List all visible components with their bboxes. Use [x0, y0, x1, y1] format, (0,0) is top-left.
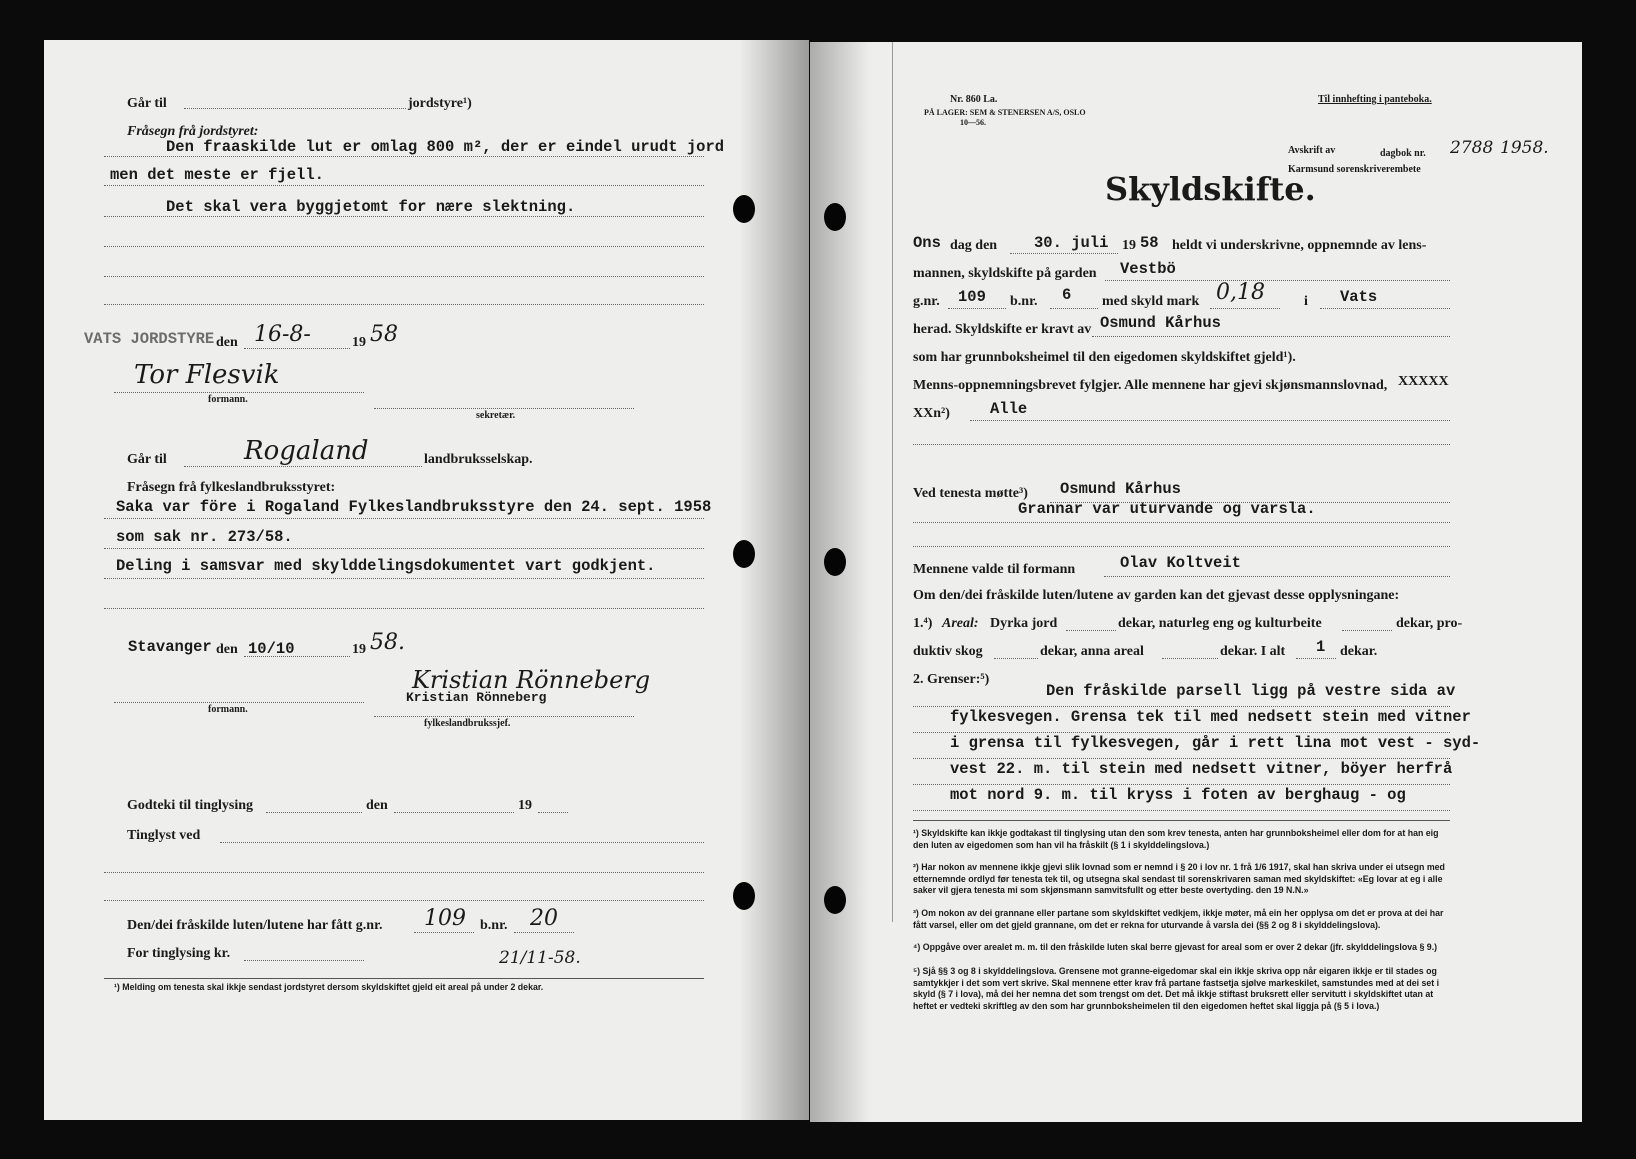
grenser-line-5: mot nord 9. m. til kryss i foten av berghaug - og — [950, 786, 1406, 804]
gaar-til-label-2: Går til — [127, 452, 167, 467]
formann-label-1: formann. — [208, 394, 248, 405]
ved-tenesta-label: Ved tenesta møtte³) — [913, 486, 1028, 501]
year-prefix-1: 19 — [352, 335, 366, 350]
jordstyre-line-2: men det meste er fjell. — [110, 166, 324, 184]
farm-name: Vestbö — [1120, 260, 1176, 278]
hole-punch — [733, 195, 755, 223]
year: 58 — [1140, 234, 1159, 252]
mannen-text: mannen, skyldskifte på garden — [913, 266, 1097, 281]
menns-alle: Alle — [990, 400, 1028, 418]
herad-text: herad. Skyldskifte er kravt av — [913, 322, 1092, 337]
held-text: heldt vi underskrivne, oppnemnde av lens- — [1172, 238, 1427, 253]
jordstyre-line-1: Den fraaskilde lut er omlag 800 m², der er eindel urudt jord — [166, 138, 725, 156]
sekretaer-label: sekretær. — [476, 410, 516, 421]
office-name: Karmsund sorenskriverembete — [1288, 164, 1421, 175]
fraasegn-fylke-label: Fråsegn frå fylkeslandbruksstyret: — [127, 480, 336, 495]
year-1-handwritten: 58 — [370, 322, 398, 347]
areal-label: Areal: — [942, 616, 979, 631]
i-label: i — [1304, 294, 1308, 309]
grenser-line-4: vest 22. m. til stein med nedsett vitner, böyer herfrå — [950, 760, 1453, 778]
grenser-label: 2. Grenser:⁵) — [913, 672, 990, 687]
grunnbok-text: som har grunnboksheimel til den eigedomen skyldskiftet gjeld¹). — [913, 350, 1296, 365]
hole-punch — [824, 203, 846, 231]
for-tinglysing-label: For tinglysing kr. — [127, 946, 231, 961]
signature-ronneberg: Kristian Rönneberg — [412, 666, 651, 694]
valde-text: Mennene valde til formann — [913, 562, 1076, 577]
areal-line2-a: duktiv skog — [913, 644, 983, 659]
fylke-line-3: Deling i samsvar med skylddelingsdokumentet vart godkjent. — [116, 557, 656, 575]
om-text: Om den/dei fråskilde luten/lutene av garden kan det gjevast desse opplysningane: — [913, 588, 1400, 603]
areal-line1-c: dekar, pro- — [1396, 616, 1463, 631]
document-title: Skyldskifte. — [1105, 170, 1316, 208]
areal-line2-d: dekar. — [1340, 644, 1378, 659]
tinglysing-date: 21/11-58. — [499, 948, 581, 968]
fraaskilde-bnr: 20 — [530, 906, 558, 931]
areal-line2-b: dekar, anna areal — [1040, 644, 1144, 659]
date-2: 10/10 — [248, 640, 295, 658]
landbruksselskap-suffix: landbruksselskap. — [424, 452, 533, 467]
rogaland-handwritten: Rogaland — [244, 436, 369, 466]
grenser-line-1: Den fråskilde parsell ligg på vestre sida av — [1046, 682, 1456, 700]
ronneberg-typed: Kristian Rönneberg — [406, 690, 547, 705]
areal-line1-a: Dyrka jord — [990, 616, 1058, 631]
tinglyst-label: Tinglyst ved — [127, 828, 201, 843]
areal-line2-c: dekar. I alt — [1220, 644, 1286, 659]
grenser-line-3: i grensa til fylkesvegen, går i rett lina mot vest - syd- — [950, 734, 1481, 752]
fraaskilde-label: Den/dei fråskilde luten/lutene har fått g.nr. — [127, 918, 383, 933]
formann-label-2: formann. — [208, 704, 248, 715]
date: 30. juli — [1034, 234, 1109, 252]
skyld-label: med skyld mark — [1102, 294, 1200, 309]
year-prefix-2: 19 — [352, 642, 366, 657]
godkjent-label: Godteki til tinglysing — [127, 798, 254, 813]
areal-line1-b: dekar, naturleg eng og kulturbeite — [1118, 616, 1322, 631]
fylkeslandbrukssjef-label: fylkeslandbrukssjef. — [424, 718, 511, 729]
hole-punch — [824, 886, 846, 914]
fylke-line-2: som sak nr. 273/58. — [116, 528, 293, 546]
skyld-value: 0,18 — [1216, 280, 1265, 305]
den-label-1: den — [216, 335, 238, 350]
left-page — [44, 40, 809, 1120]
footnote-4: ⁴) Oppgåve over arealet m. m. til den fråskilde luten skal berre gjevast for areal som er over 2 dekar (jfr. skylddelingslova § 9.) — [913, 942, 1438, 952]
jordstyre-suffix: jordstyre¹) — [408, 96, 472, 111]
signature-tor-flesvik: Tor Flesvik — [134, 360, 280, 390]
gaar-til-label-1: Går til — [127, 96, 167, 111]
footnote-3: ³) Om nokon av dei grannane eller partane som skyldskiftet vedkjem, ikkje møter, må ein her opplysa om det er prova at dei har fått varsel, eller om det gjeld grannane, om det er rekna for uturvande å varsla dei (§§ 2 og 8 i skylddelingslova). — [913, 908, 1444, 930]
left-footnote: ¹) Melding om tenesta skal ikkje sendast jordstyret dersom skyldskiftet gjeld eit areal på under 2 dekar. — [114, 982, 544, 992]
fraasegn-jordstyre-label: Fråsegn frå jordstyret: — [127, 124, 259, 139]
avskrift-label: Avskrift av — [1288, 145, 1336, 156]
year-2-handwritten: 58. — [370, 630, 405, 655]
herad-name: Vats — [1340, 288, 1378, 306]
hole-punch — [733, 882, 755, 910]
menns-tail: XXXXX — [1398, 374, 1449, 389]
krevd-av: Osmund Kårhus — [1100, 314, 1221, 332]
menns-text: Menns-oppnemningsbrevet fylgjer. Alle mennene har gjevi skjønsmannslovnad, — [913, 378, 1388, 393]
fraaskilde-bnr-label: b.nr. — [480, 918, 508, 933]
stavanger-place: Stavanger — [128, 638, 212, 656]
right-page — [810, 42, 1582, 1122]
dagbok-year: 1958. — [1500, 138, 1549, 158]
hole-punch — [733, 540, 755, 568]
footnote-1: ¹) Skyldskifte kan ikkje godtakast til tinglysing utan den som krev tenesta, anten har grunnboksheimel eller dom for at han eig den luten av eigedomen som han vil ha fråskilt (§ 1 i skylddelingslova.) — [913, 828, 1439, 850]
dagbok-label: dagbok nr. — [1380, 148, 1426, 159]
footnote-5: ⁵) Sjå §§ 3 og 8 i skylddelingslova. Grensene mot granne-eigedomar skal ein ikkje skriva opp når eigaren ikkje er til stades og samtykkjer i det som vert skrive. Skal mennene etter krav frå partane fastsetja sjølve markeskilet, samstundes med at dei set i skyld (§ 7 i lova), må dei her nemna det som trengst om det. Det må ikkje stiftast bruksrett eller servitutt i skyldskiftet utan at heftet er vedteki skriftleg av den som har grunnboksheimelen til den eigedomen heftet skal liggja på (§ 5 i lova.) — [913, 966, 1440, 1011]
year-prefix: 19 — [1122, 238, 1136, 253]
areal-total: 1 — [1316, 638, 1326, 656]
godkjent-year-prefix: 19 — [518, 798, 532, 813]
vats-jordstyre-stamp: VATS JORDSTYRE — [84, 330, 215, 348]
dagbok-number: 2788 — [1450, 138, 1494, 158]
gnr-label: g.nr. — [913, 294, 940, 309]
fylke-line-1: Saka var före i Rogaland Fylkeslandbruksstyre den 24. sept. 1958 — [116, 498, 712, 516]
motte-1: Osmund Kårhus — [1060, 480, 1181, 498]
jordstyre-line-3: Det skal vera byggjetomt for nære slektning. — [166, 198, 576, 216]
printer-date: 10—56. — [960, 118, 986, 127]
menns-line2-prefix: XXn²) — [913, 406, 950, 421]
date-1-handwritten: 16-8- — [254, 322, 311, 347]
footnote-2: ²) Har nokon av mennene ikkje gjevi slik lovnad som er nemnd i § 20 i lov nr. 1 frå 1/6 1917, skal han skriva under ei utsegn med etternemnde ordlyd før tenesta tek til, og utsegna skal sendast til sorenskrivaren saman med skyldskiftet: «Eg lovar at eg i alle saker vil gjera tenesta mi som skjønsmann samvitsfullt og etter beste overtyding. den 19 N.N.» — [913, 862, 1445, 895]
bnr-label: b.nr. — [1010, 294, 1038, 309]
gnr-value: 109 — [958, 288, 986, 306]
godkjent-den: den — [366, 798, 388, 813]
hole-punch — [824, 548, 846, 576]
day-suffix: dag den — [950, 238, 998, 253]
areal-num: 1.⁴) — [913, 616, 933, 631]
printer-info: PÅ LAGER: SEM & STENERSEN A/S, OSLO — [924, 108, 1086, 117]
grenser-line-2: fylkesvegen. Grensa tek til med nedsett stein med vitner — [950, 708, 1471, 726]
fraaskilde-gnr: 109 — [424, 906, 466, 931]
bnr-value: 6 — [1062, 286, 1072, 304]
motte-2: Grannar var uturvande og varsla. — [1018, 500, 1316, 518]
form-number: Nr. 860 La. — [950, 94, 998, 105]
den-label-2: den — [216, 642, 238, 657]
formann-value: Olav Koltveit — [1120, 554, 1241, 572]
til-innhefting: Til innhefting i panteboka. — [1318, 94, 1432, 105]
day-prefix: Ons — [913, 234, 941, 252]
